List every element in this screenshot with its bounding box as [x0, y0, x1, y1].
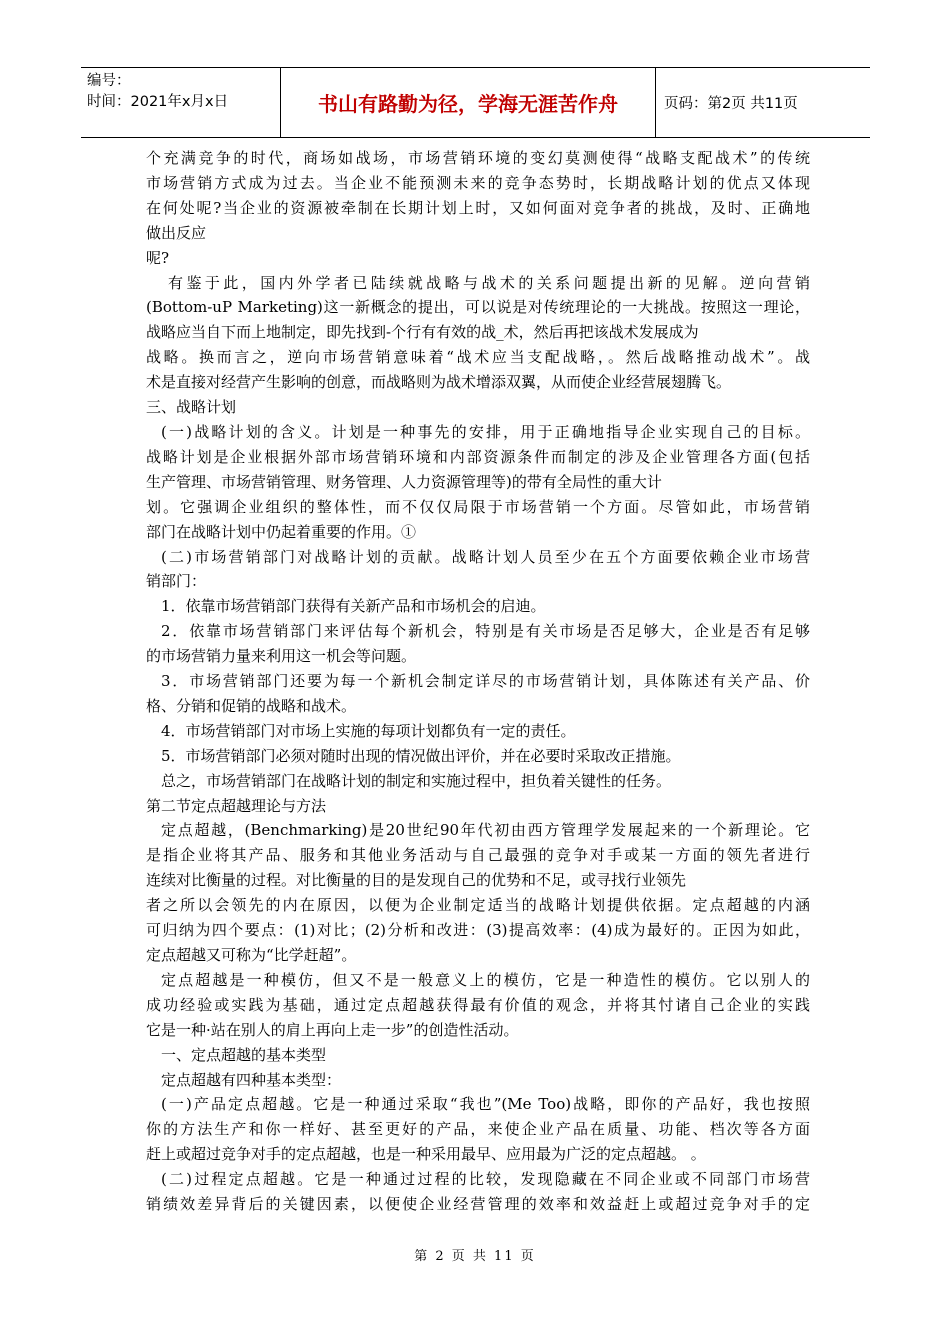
section-heading: 三、战略计划	[146, 398, 237, 417]
text-line: 者之所以会领先的内在原因，以便为企业制定适当的战略计划提供依据。定点超越的内涵	[146, 896, 810, 915]
list-item: 5．市场营销部门必须对随时出现的情况做出评价，并在必要时采取改正措施。	[161, 746, 681, 765]
text-line: (二)市场营销部门对战略计划的贡献。战略计划人员至少在五个方面要依赖企业市场营	[161, 547, 810, 566]
text-line: (一)战略计划的含义。计划是一种事先的安排，用于正确地指导企业实现自己的目标。	[161, 422, 810, 441]
text-line: (一)产品定点超越。它是一种通过采取“我也”(Me Too)战略，即你的产品好，我也按照	[161, 1095, 810, 1114]
list-item: 3．市场营销部门还要为每一个新机会制定详尽的市场营销计划，具体陈述有关产品、价	[161, 672, 810, 691]
text-line: 做出反应	[146, 223, 207, 242]
text-line: 销绩效差异背后的关键因素，以便使企业经营管理的效率和效益赶上或超过竞争对手的定	[146, 1195, 810, 1214]
text-line: (二)过程定点超越。它是一种通过过程的比较，发现隐藏在不同企业或不同部门市场营	[161, 1170, 810, 1189]
number-label: 编号：	[87, 73, 131, 89]
text-line: 战略应当自下而上地制定，即先找到-个行有有效的战_术，然后再把该战术发展成为	[146, 323, 699, 342]
motto: 书山有路勤为径，学海无涯苦作舟	[281, 68, 656, 137]
time-label: 时间：2021年x月x日	[87, 94, 229, 110]
header-meta	[81, 68, 281, 137]
list-item: 2．依靠市场营销部门来评估每个新机会，特别是有关市场是否足够大，企业是否有足够	[161, 622, 810, 641]
text-line: 战略计划是企业根据外部市场营销环境和内部资源条件而制定的涉及企业管理各方面(包括	[146, 447, 810, 466]
text-line: 市场营销方式成为过去。当企业不能预测未来的竞争态势时，长期战略计划的优点又体现	[146, 173, 810, 192]
list-item: 1．依靠市场营销部门获得有关新产品和市场机会的启迪。	[161, 597, 546, 616]
text-line: 格、分销和促销的战略和战术。	[146, 696, 357, 715]
text-line: 它是一种·站在别人的肩上再向上走一步”的创造性活动。	[146, 1020, 519, 1039]
text-line: 术是直接对经营产生影响的创意，而战略则为战术增添双翼，从而使企业经营展翅腾飞。	[146, 373, 732, 392]
text-line: 成功经验或实践为基础，通过定点超越获得最有价值的观念，并将其忖诸自己企业的实践	[146, 995, 810, 1014]
page-label: 页码：第2页 共11页	[664, 96, 798, 112]
text-line: 定点超越，(Benchmarking)是20世纪90年代初由西方管理学发展起来的一个新理论。它	[161, 821, 810, 840]
text-line: 的市场营销力量来利用这一机会等问题。	[146, 647, 417, 666]
text-line: 呢?	[146, 248, 170, 267]
text-line: 部门在战略计划中仍起着重要的作用。①	[146, 522, 417, 541]
text-line: 战略。换而言之，逆向市场营销意味着“战术应当支配战略，。然后战略推动战术”。战	[146, 348, 810, 367]
text-line: 销部门：	[146, 572, 207, 591]
text-line: 定点超越有四种基本类型：	[161, 1070, 342, 1089]
text-line: 有鉴于此，国内外学者已陆续就战略与战术的关系问题提出新的见解。逆向营销	[168, 273, 810, 292]
text-line: 是指企业将其产品、服务和其他业务活动与自己最强的竞争对手或某一方面的领先者进行	[146, 846, 810, 865]
section-heading: 第二节定点超越理论与方法	[146, 796, 327, 815]
text-line: 连续对比衡量的过程。对比衡量的目的是发现自己的优势和不足，或寻找行业领先	[146, 871, 687, 890]
text-line: 生产管理、市场营销管理、财务管理、人力资源管理等)的带有全局性的重大计	[146, 472, 662, 491]
page-footer: 第 2 页 共 11 页	[414, 1249, 536, 1264]
text-line: 划。它强调企业组织的整体性，而不仅仅局限于市场营销一个方面。尽管如此，市场营销	[146, 497, 810, 516]
page-header	[81, 67, 870, 138]
text-line: 你的方法生产和你一样好、甚至更好的产品，来使企业产品在质量、功能、档次等各方面	[146, 1120, 810, 1139]
text-line: 定点超越是一种模仿，但又不是一般意义上的模仿，它是一种造性的模仿。它以别人的	[161, 970, 810, 989]
text-line: 总之，市场营销部门在战略计划的制定和实施过程中，担负着关键性的任务。	[161, 771, 672, 790]
text-line: 定点超越又可称为“比学赶超”。	[146, 946, 357, 964]
document-body	[146, 146, 810, 1217]
text-line: 赶上或超过竞争对手的定点超越，也是一种采用最早、应用最为广泛的定点超越。 。	[146, 1145, 706, 1164]
text-line: 个充满竞争的时代，商场如战场，市场营销环境的变幻莫测使得“战略支配战术”的传统	[146, 149, 810, 167]
text-line: (Bottom-uP Marketing)这一新概念的提出，可以说是对传统理论的一大挑战。按照这一理论，	[146, 298, 810, 317]
section-heading: 一、定点超越的基本类型	[161, 1045, 327, 1064]
text-line: 可归纳为四个要点：(1)对比；(2)分析和改进：(3)提高效率：(4)成为最好的。正因为如此，	[146, 921, 810, 940]
text-line: 在何处呢?当企业的资源被牵制在长期计划上时，又如何面对竞争者的挑战，及时、正确地	[146, 198, 810, 217]
list-item: 4．市场营销部门对市场上实施的每项计划都负有一定的责任。	[161, 721, 576, 740]
